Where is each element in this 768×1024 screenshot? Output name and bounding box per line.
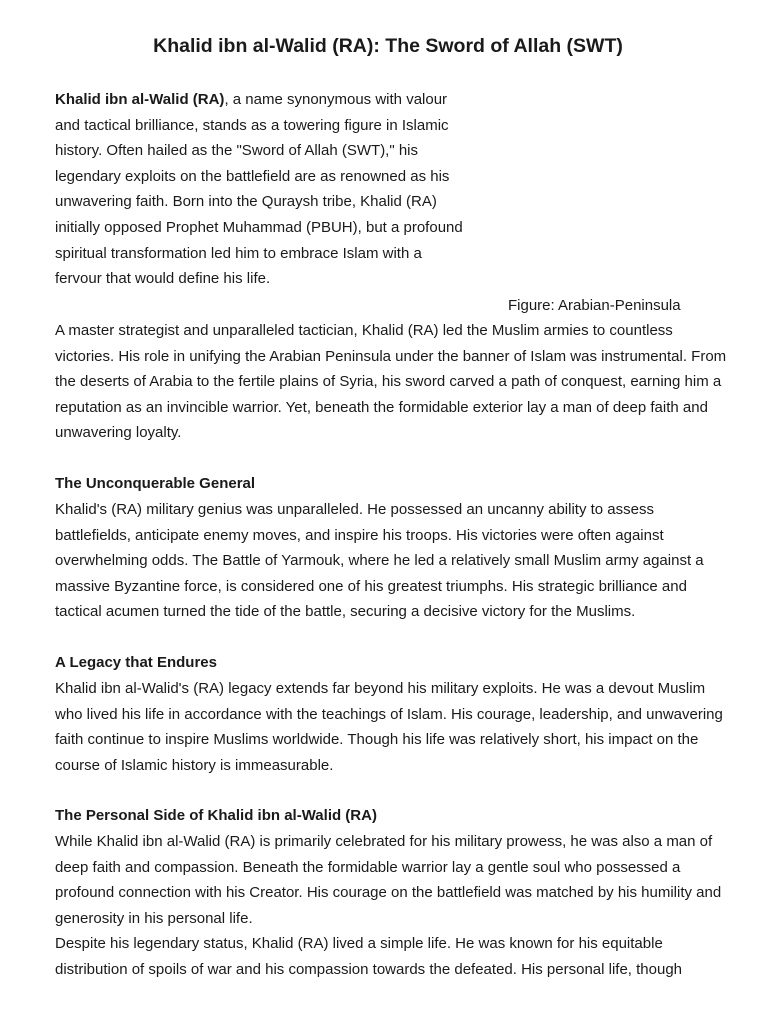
paragraph-military-genius: Khalid's (RA) military genius was unparalleled. He possessed an uncanny ability to assess battlefields, anticipate enemy moves, and inspire his troops. His victories were often against overwhelming odds. The Battle of Yarmouk, where he led a relatively small Muslim army against a massive Byzantine force, is considered one of his greatest triumphs. His strategic brilliance and tactical acumen turned the tide of the battle, securing a decisive victory for the Muslims. [55, 501, 704, 621]
section-heading-personal-side: The Personal Side of Khalid ibn al-Walid (RA) [55, 807, 377, 824]
paragraph-personal-faith: While Khalid ibn al-Walid (RA) is primarily celebrated for his military prowess, he was also a man of deep faith and compassion. Beneath the formidable warrior lay a gentle soul who possessed a profound connection with his Creator. His courage on the battlefield was matched by his humility and generosity in his personal life. [55, 833, 722, 927]
intro-paragraph [55, 87, 470, 292]
section-heading-unconquerable-general: The Unconquerable General [55, 475, 256, 492]
paragraph-strategist: A master strategist and unparalleled tactician, Khalid (RA) led the Muslim armies to countless victories. His role in unifying the Arabian Peninsula under the banner of Islam was instrumental. From the deserts of Arabia to the fertile plains of Syria, his sword carved a path of conquest, earning him a reputation as an invincible warrior. Yet, beneath the formidable exterior lay a man of deep faith and unwavering loyalty. [55, 322, 727, 442]
page-title: Khalid ibn al-Walid (RA): The Sword of Allah (SWT) [153, 35, 623, 57]
section-heading-legacy: A Legacy that Endures [55, 654, 217, 671]
paragraph-legacy: Khalid ibn al-Walid's (RA) legacy extends far beyond his military exploits. He was a devout Muslim who lived his life in accordance with the teachings of Islam. His courage, leadership, and unwavering faith continue to inspire Muslims worldwide. Though his life was relatively short, his impact on the course of Islamic history is immeasurable. [55, 680, 723, 774]
intro-bold-lead: Khalid ibn al-Walid (RA) [55, 91, 225, 108]
figure-caption: Figure: Arabian-Peninsula [508, 297, 681, 314]
intro-text: , a name synonymous with valour and tactical brilliance, stands as a towering figure in Islamic history. Often hailed as the "Sword of Allah (SWT)," his legendary exploits on the battlefield are as renowned as his unwavering faith. Born into the Quraysh tribe, Khalid (RA) initially opposed Prophet Muhammad (PBUH), but a profound spiritual transformation led him to embrace Islam with a fervour that would define his life. [55, 91, 463, 288]
paragraph-simple-life: Despite his legendary status, Khalid (RA) lived a simple life. He was known for his equitable distribution of spoils of war and his compassion towards the defeated. His personal life, though [55, 935, 683, 978]
